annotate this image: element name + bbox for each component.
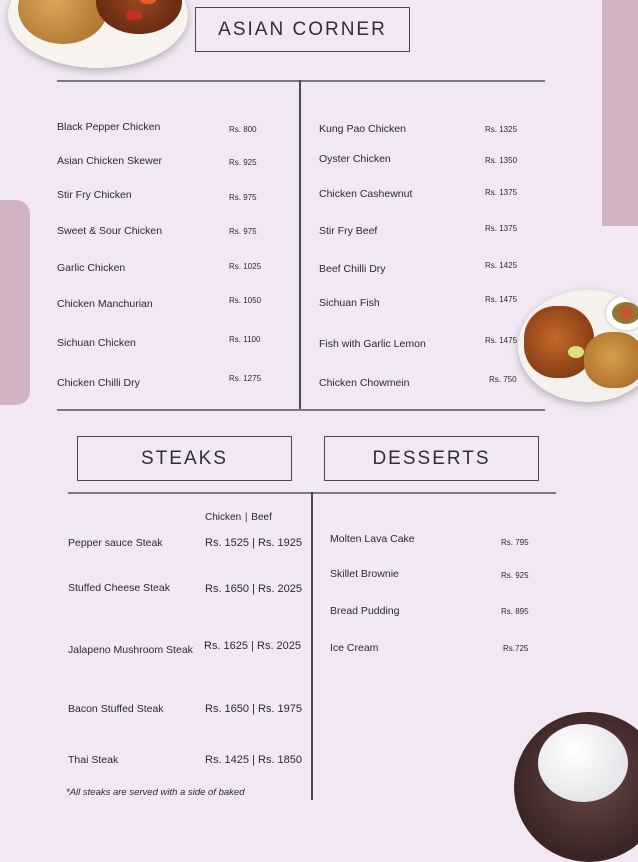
menu-item-name: Chicken Manchurian bbox=[57, 298, 153, 310]
asian-bottom-divider bbox=[57, 409, 545, 411]
menu-item-price: Rs. 1375 bbox=[485, 188, 518, 197]
menu-item-price: Rs. 975 bbox=[229, 193, 257, 202]
menu-item-name: Sichuan Fish bbox=[319, 297, 380, 309]
menu-item-name: Sichuan Chicken bbox=[57, 337, 136, 349]
lower-column-divider bbox=[311, 492, 313, 800]
menu-item-name: Oyster Chicken bbox=[319, 153, 391, 165]
menu-item-price: Rs. 800 bbox=[229, 125, 257, 134]
menu-item-name: Stir Fry Beef bbox=[319, 225, 378, 237]
menu-item-price: Rs. 1425 bbox=[485, 261, 518, 270]
steak-item-name: Jalapeno Mushroom Steak bbox=[68, 644, 193, 656]
fried-rice-plate-photo bbox=[8, 0, 188, 68]
dessert-item-name: Molten Lava Cake bbox=[330, 533, 415, 545]
steak-item-name: Stuffed Cheese Steak bbox=[68, 582, 170, 594]
steaks-footnote: *All steaks are served with a side of baked bbox=[66, 787, 245, 798]
menu-item-price: Rs. 750 bbox=[489, 375, 517, 384]
menu-item-price: Rs. 1475 bbox=[485, 295, 518, 304]
ice-cream-photo bbox=[514, 712, 638, 862]
steaks-title: STEAKS bbox=[77, 436, 292, 481]
decor-right-panel bbox=[602, 0, 638, 226]
asian-top-divider bbox=[57, 80, 545, 82]
asian-corner-title: ASIAN CORNER bbox=[195, 7, 410, 52]
desserts-title: DESSERTS bbox=[324, 436, 539, 481]
menu-item-price: Rs. 1025 bbox=[229, 262, 262, 271]
decor-left-panel bbox=[0, 200, 30, 405]
menu-item-price: Rs. 1475 bbox=[485, 336, 518, 345]
menu-item-name: Sweet & Sour Chicken bbox=[57, 225, 163, 237]
steak-item-price: Rs. 1650 | Rs. 2025 bbox=[205, 583, 303, 595]
dessert-item-price: Rs. 925 bbox=[501, 571, 529, 580]
chicken-rice-plate-photo bbox=[518, 290, 638, 402]
menu-item-name: Chicken Chilli Dry bbox=[57, 377, 140, 389]
menu-item-price: Rs. 925 bbox=[229, 158, 257, 167]
dessert-item-price: Rs. 895 bbox=[501, 607, 529, 616]
dessert-item-name: Skillet Brownie bbox=[330, 568, 399, 580]
menu-item-name: Garlic Chicken bbox=[57, 262, 126, 274]
menu-item-price: Rs. 975 bbox=[229, 227, 257, 236]
steak-item-price: Rs. 1625 | Rs. 2025 bbox=[204, 640, 302, 652]
menu-item-price: Rs. 1275 bbox=[229, 374, 262, 383]
steak-item-price: Rs. 1525 | Rs. 1925 bbox=[205, 537, 303, 549]
dessert-item-price: Rs.725 bbox=[503, 644, 529, 653]
steaks-price-header: Chicken | Beef bbox=[205, 512, 272, 523]
menu-item-name: Asian Chicken Skewer bbox=[57, 155, 163, 167]
menu-item-price: Rs. 1375 bbox=[485, 224, 518, 233]
menu-item-name: Fish with Garlic Lemon bbox=[319, 338, 426, 350]
menu-item-name: Beef Chilli Dry bbox=[319, 263, 386, 275]
steak-item-name: Pepper sauce Steak bbox=[68, 537, 163, 549]
asian-column-divider bbox=[299, 80, 301, 410]
menu-item-price: Rs. 1100 bbox=[229, 335, 261, 344]
menu-item-name: Chicken Cashewnut bbox=[319, 188, 413, 200]
menu-item-price: Rs. 1325 bbox=[485, 125, 518, 134]
steak-item-name: Thai Steak bbox=[68, 754, 119, 766]
menu-item-name: Kung Pao Chicken bbox=[319, 123, 406, 135]
steak-item-name: Bacon Stuffed Steak bbox=[68, 703, 164, 715]
menu-item-price: Rs. 1050 bbox=[229, 296, 262, 305]
dessert-item-price: Rs. 795 bbox=[501, 538, 529, 547]
menu-item-price: Rs. 1350 bbox=[485, 156, 518, 165]
steak-item-price: Rs. 1425 | Rs. 1850 bbox=[205, 754, 303, 766]
dessert-item-name: Ice Cream bbox=[330, 642, 379, 654]
steak-item-price: Rs. 1650 | Rs. 1975 bbox=[205, 703, 303, 715]
dessert-item-name: Bread Pudding bbox=[330, 605, 400, 617]
menu-item-name: Black Pepper Chicken bbox=[57, 121, 161, 133]
menu-item-name: Chicken Chowmein bbox=[319, 377, 410, 389]
menu-item-name: Stir Fry Chicken bbox=[57, 189, 132, 201]
